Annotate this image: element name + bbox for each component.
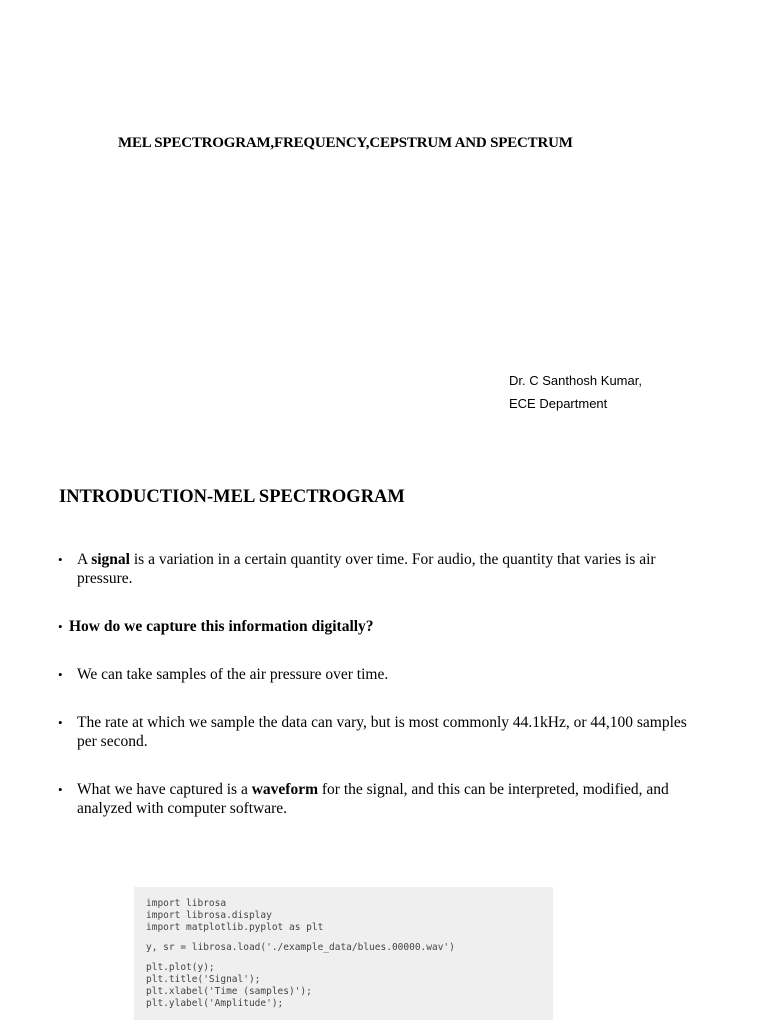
- author-name: Dr. C Santhosh Kumar,: [509, 373, 642, 388]
- bullet-samples: [58, 665, 708, 684]
- section-heading: INTRODUCTION-MEL SPECTROGRAM: [59, 487, 405, 507]
- text-run: A: [77, 551, 92, 568]
- bullet-waveform: [58, 780, 708, 818]
- bullet-text: The rate at which we sample the data can vary, but is most commonly 44.1kHz, or 44,100 samples per second.: [77, 714, 687, 750]
- code-line: import librosa: [146, 898, 227, 909]
- bullet-dot: •: [58, 715, 63, 730]
- bullet-text: [69, 617, 708, 636]
- slide-title: MEL SPECTROGRAM,FREQUENCY,CEPSTRUM AND SPECTRUM: [118, 135, 573, 151]
- code-line: import librosa.display: [146, 910, 272, 921]
- bullet-sample-rate: [58, 713, 708, 751]
- text-run: What we have captured is a: [77, 781, 252, 798]
- text-run: is a variation in a certain quantity over time. For audio, the quantity that varies is air pressure.: [77, 551, 656, 587]
- code-line: plt.xlabel('Time (samples)');: [146, 986, 312, 997]
- text-run: for the signal, and this can be interpreted, modified, and analyzed with computer software.: [77, 781, 669, 817]
- bullet-dot: •: [58, 782, 63, 797]
- code-line: import matplotlib.pyplot as plt: [146, 922, 324, 933]
- code-snippet: [134, 887, 553, 1020]
- bullet-text: We can take samples of the air pressure over time.: [77, 666, 389, 683]
- author-block: [509, 369, 642, 415]
- bullet-dot: •: [58, 552, 63, 567]
- bullet-dot: •: [58, 619, 63, 634]
- bullet-signal: [58, 550, 708, 588]
- bullet-dot: •: [58, 667, 63, 682]
- bullet-question: [58, 617, 708, 636]
- author-department: ECE Department: [509, 396, 608, 411]
- bold-term: waveform: [251, 781, 319, 798]
- code-line: y, sr = librosa.load('./example_data/blues.00000.wav'): [146, 942, 455, 953]
- bold-question: How do we capture this information digitally?: [69, 618, 374, 635]
- bold-term: signal: [91, 551, 130, 568]
- code-line: plt.plot(y);: [146, 962, 215, 973]
- code-line: plt.ylabel('Amplitude');: [146, 998, 284, 1009]
- bullet-text: [77, 550, 708, 588]
- bullet-text: [77, 780, 708, 818]
- code-line: plt.title('Signal');: [146, 974, 261, 985]
